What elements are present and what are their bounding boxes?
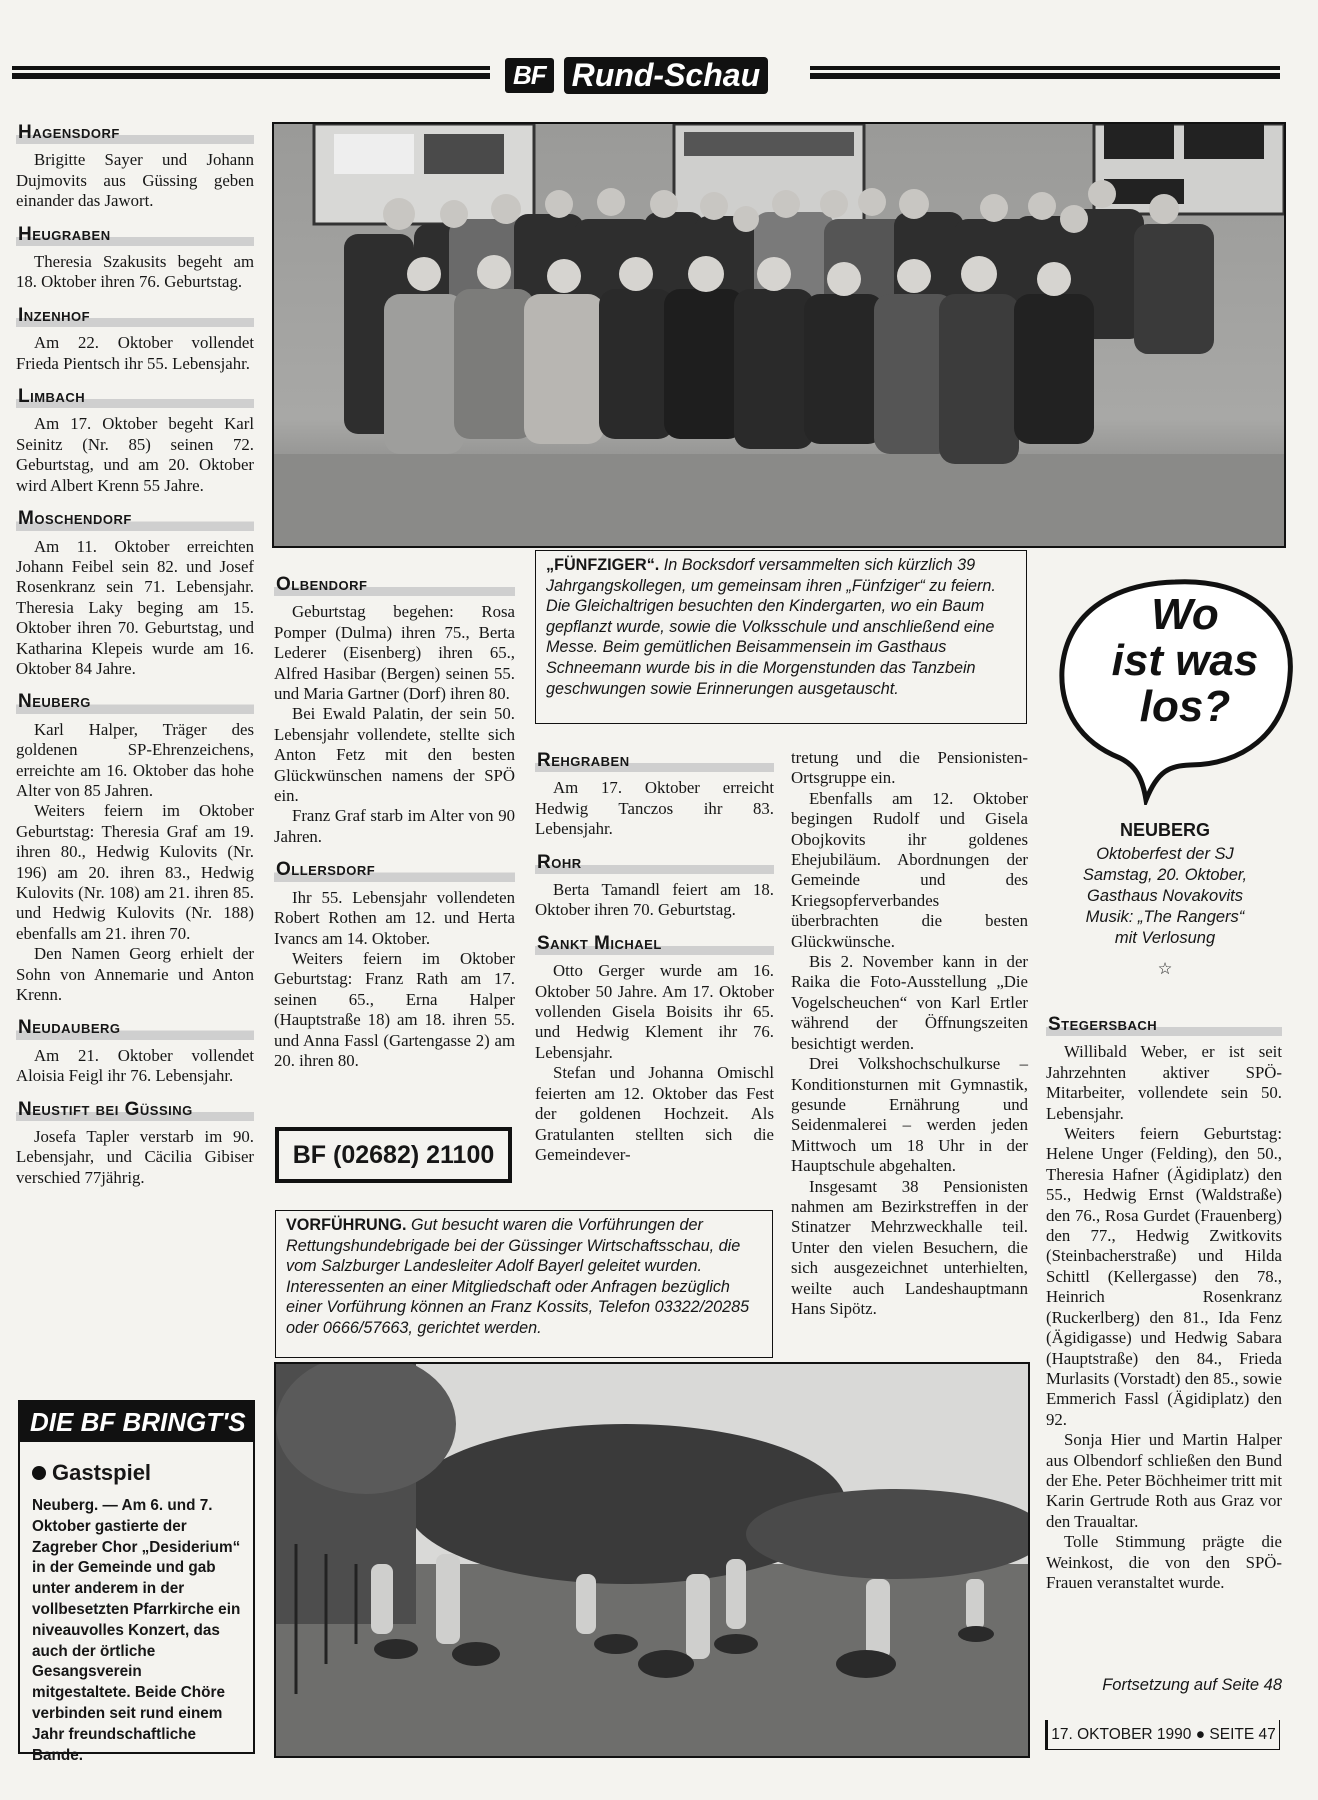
group-photo-image — [274, 124, 1284, 546]
paragraph: Theresia Szakusits begeht am 18. Oktober ihren 76. Geburtstag. — [16, 252, 254, 292]
bf-logo: BF — [505, 58, 554, 93]
bubble-line-1: Wo — [1151, 590, 1219, 639]
section-heading: Sankt Michael — [535, 933, 774, 955]
section-heading: Limbach — [16, 386, 254, 408]
bubble-text — [1090, 592, 1280, 730]
bubble-line-3: los? — [1139, 682, 1231, 731]
paragraph: Josefa Tapler verstarb im 90. Lebensjahr, und Cäcilia Gibiser verschied 77jährig. — [16, 1127, 254, 1187]
caption-vorfuehrung-lead: VORFÜHRUNG. — [286, 1216, 407, 1234]
paragraph: Am 22. Oktober vollendet Frieda Pientsch ihr 55. Lebensjahr. — [16, 333, 254, 373]
section-title: Rund-Schau — [564, 57, 768, 94]
paragraph: Bei Ewald Palatin, der sein 50. Lebensjahr vollendete, stellte sich Anton Fetz mit den besten Glückwünschen namens der SPÖ ein. — [274, 704, 515, 806]
paragraph: Franz Graf starb im Alter von 90 Jahren. — [274, 806, 515, 846]
column-5 — [1046, 1014, 1282, 1593]
section-heading: Neuberg — [16, 691, 254, 713]
bringts-title: DIE BF BRINGT'S — [20, 1402, 253, 1442]
paragraph: Karl Halper, Träger des goldenen SP-Ehrenzeichens, erreichte am 16. Oktober das hohe Alter von 85 Jahren. — [16, 719, 254, 800]
bullet-icon — [32, 1466, 46, 1480]
continued-note: Fortsetzung auf Seite 48 — [1102, 1676, 1282, 1694]
paragraph: Brigitte Sayer und Johann Dujmovits aus Güssing geben einander das Jawort. — [16, 150, 254, 211]
section-heading: Rohr — [535, 852, 774, 874]
bubble-line-2: ist was — [1111, 636, 1259, 685]
header-rule-left — [12, 66, 490, 79]
paragraph: Weiters feiern im Oktober Geburtstag: Theresia Graf am 19. ihren 80., Hedwig Kulovits (Nr. 196) am 20. ihren 83., Hedwig Kulovits (Nr. 108) am 21. ihren 85. und Hedwig Kulovits (Nr. 188) ebenfalls am 21. ihren 70. — [16, 801, 254, 943]
caption-vorfuehrung — [275, 1210, 773, 1358]
section-heading: Inzenhof — [16, 305, 254, 327]
event-place: NEUBERG — [1119, 820, 1210, 840]
header-rule-right — [810, 66, 1280, 79]
paragraph: Am 11. Oktober erreichten Johann Feibel sein 82. und Josef Rosenkranz sein 71. Lebensjahr. Theresia Laky beging am 15. Oktober ihren 70. Geburtstag, und Katharina Klepeis wurde am 16. Oktober 84 Jahre. — [16, 536, 254, 678]
bringts-subtitle-text: Gastspiel — [52, 1460, 152, 1485]
paragraph: Berta Tamandl feiert am 18. Oktober ihren 70. Geburtstag. — [535, 880, 774, 920]
caption-vorfuehrung-text: Gut besucht waren die Vorführungen der Rettungshundebrigade bei der Güssinger Wirtschaftsschau, die vom Salzburger Landesleiter Adolf Bayerl geleitet wurden. Interessenten an einer Mitgliedschaft oder Anfragen bezüglich einer Vorführung können an Franz Kossits, Telefon 03322/20285 oder 0666/57663, gerichtet werden. — [286, 1216, 750, 1337]
masthead — [505, 56, 768, 94]
caption-fuenfziger-text: In Bocksdorf versammelten sich kürzlich 39 Jahrgangskollegen, um gemeinsam ihren „Fünfziger“ zu feiern. Die Gleichaltrigen besuchten den Kindergarten, wo ein Baum gepflanzt wurde, sowie die Volksschule und anschließend eine Messe. Beim gemütlichen Beisammensein im Gasthaus Schneemann wurde bis in die Morgenstunden das Tanzbein geschwungen sowie Erinnerungen ausgetauscht. — [546, 556, 996, 698]
paragraph: Weiters feiern Geburtstag: Helene Unger (Felding), den 50., Theresia Hafner (Ägidiplatz) den 55., Hedwig Ernst (Waldstraße) den 76., Rosa Gurdet (Frauenberg) den 77., Hedwig Zwitkovits (Steinbacherstraße) und Hilda Schittl (Kellergasse) den 78., Heinrich Rosenkranz (Ruckerlberg) den 81., Ida Fenz (Ägidigasse) und Hedwig Sabara (Hauptstraße) den 84., Frieda Murlasits (Vorstadt) den 85., sowie Emmerich Fassl (Ägidiplatz) den 92. — [1046, 1124, 1282, 1429]
paragraph: Am 21. Oktober vollendet Aloisia Feigl ihr 76. Lebensjahr. — [16, 1045, 254, 1086]
column-3 — [535, 750, 774, 1165]
paragraph: Drei Volkshochschulkurse – Konditionsturnen mit Gymnastik, gesunde Ernährung und Seidenmalerei – werden jeden Mittwoch um 18 Uhr in der Hauptschule abgehalten. — [791, 1054, 1028, 1176]
rescue-dog-photo-image — [276, 1364, 1028, 1756]
star-icon: ☆ — [1157, 960, 1173, 978]
column-4 — [791, 748, 1028, 1319]
section-heading: Ollersdorf — [274, 859, 515, 881]
paragraph: Ebenfalls am 12. Oktober begingen Rudolf und Gisela Obojkovits ihr goldenes Ehejubiläum. Abordnungen der Gemeinde und des Kriegsopferverbandes überbrachten die besten Glückwünsche. — [791, 788, 1028, 951]
phone-box: BF (02682) 21100 — [275, 1127, 512, 1183]
event-block — [1045, 820, 1285, 980]
footer-date: 17. OKTOBER 1990 ● SEITE 47 — [1045, 1720, 1280, 1750]
caption-fuenfziger — [535, 550, 1027, 724]
caption-fuenfziger-lead: „FÜNFZIGER“. — [546, 556, 660, 574]
rescue-dog-photo — [274, 1362, 1030, 1758]
column-1 — [16, 122, 254, 1188]
bringts-text: Neuberg. — Am 6. und 7. Oktober gastierte der Zagreber Chor „Desiderium“ in der Gemeinde und gab unter anderem in der vollbesetzten Pfarrkirche ein niveauvolles Konzert, das auch der örtliche Gesangsverein mitgestaltete. Beide Chöre verbinden seit rund einem Jahr freundschaftliche Bande. — [32, 1497, 241, 1764]
section-heading: Moschendorf — [16, 508, 254, 530]
paragraph: Am 17. Oktober begeht Karl Seinitz (Nr. 85) seinen 72. Geburtstag, und am 20. Oktober wird Albert Krenn 55 Jahre. — [16, 414, 254, 495]
paragraph: Geburtstag begehen: Rosa Pomper (Dulma) ihren 75., Berta Lederer (Eisenberg) ihren 65., Alfred Hasibar (Bergen) seinen 55. und Maria Gartner (Dorf) ihren 80. — [274, 602, 515, 704]
section-heading: Heugraben — [16, 224, 254, 246]
paragraph: Otto Gerger wurde am 16. Oktober 50 Jahre. Am 17. Oktober vollenden Gisela Boisits ihr 65. und Hedwig Klement ihr 76. Lebensjahr. — [535, 961, 774, 1062]
bf-bringts-box — [18, 1400, 255, 1764]
event-line: Gasthaus Novakovits — [1087, 887, 1243, 905]
paragraph: Tolle Stimmung prägte die Weinkost, die von den SPÖ-Frauen veranstaltet wurde. — [1046, 1532, 1282, 1592]
paragraph: Willibald Weber, er ist seit Jahrzehnten aktiver SPÖ-Mitarbeiter, vollendete sein 50. Lebensjahr. — [1046, 1042, 1282, 1123]
section-heading: Neustift bei Güssing — [16, 1099, 254, 1121]
section-heading: Neudauberg — [16, 1017, 254, 1039]
group-photo — [272, 122, 1286, 548]
paragraph: Den Namen Georg erhielt der Sohn von Annemarie und Anton Krenn. — [16, 944, 254, 1005]
speech-bubble — [1050, 570, 1300, 805]
paragraph: Sonja Hier und Martin Halper aus Olbendorf schließen den Bund der Ehe. Peter Böchheimer tritt mit Karin Gertrude Roth aus Graz vor den Traualtar. — [1046, 1430, 1282, 1531]
paragraph: Weiters feiern im Oktober Geburtstag: Franz Rath am 17. seinen 65., Erna Halper (Hauptstraße 18) am 18. ihren 55. und Anna Fassl (Gartengasse 2) am 20. ihren 80. — [274, 948, 515, 1070]
section-heading: Hagensdorf — [16, 122, 254, 144]
event-line: Oktoberfest der SJ — [1096, 845, 1234, 863]
event-line: Musik: „The Rangers“ — [1085, 908, 1245, 926]
paragraph: Ihr 55. Lebensjahr vollendeten Robert Rothen am 12. und Herta Ivancs am 14. Oktober. — [274, 887, 515, 948]
paragraph: tretung und die Pensionisten-Ortsgruppe ein. — [791, 748, 1028, 788]
section-heading: Olbendorf — [274, 574, 515, 596]
paragraph: Insgesamt 38 Pensionisten nahmen am Bezirkstreffen in der Stinatzer Mehrzweckhalle teil. Unter den vielen Besuchern, die sich ausgezeichnet unterhielten, weilte auch Landeshauptmann Hans Sipötz. — [791, 1176, 1028, 1318]
column-2 — [274, 574, 515, 1071]
section-heading: Rehgraben — [535, 750, 774, 772]
event-line: mit Verlosung — [1114, 929, 1216, 947]
bringts-subtitle — [32, 1460, 253, 1486]
paragraph: Stefan und Johanna Omischl feierten am 12. Oktober das Fest der goldenen Hochzeit. Als Gratulanten stellten sich die Gemeindever- — [535, 1063, 774, 1164]
paragraph: Am 17. Oktober erreicht Hedwig Tanczos ihr 83. Lebensjahr. — [535, 778, 774, 839]
section-heading: Stegersbach — [1046, 1014, 1282, 1036]
event-line: Samstag, 20. Oktober, — [1082, 866, 1248, 884]
paragraph: Bis 2. November kann in der Raika die Foto-Ausstellung „Die Vogelscheuchen“ von Karl Ertler während der Öffnungszeiten besichtigt werden. — [791, 952, 1028, 1053]
